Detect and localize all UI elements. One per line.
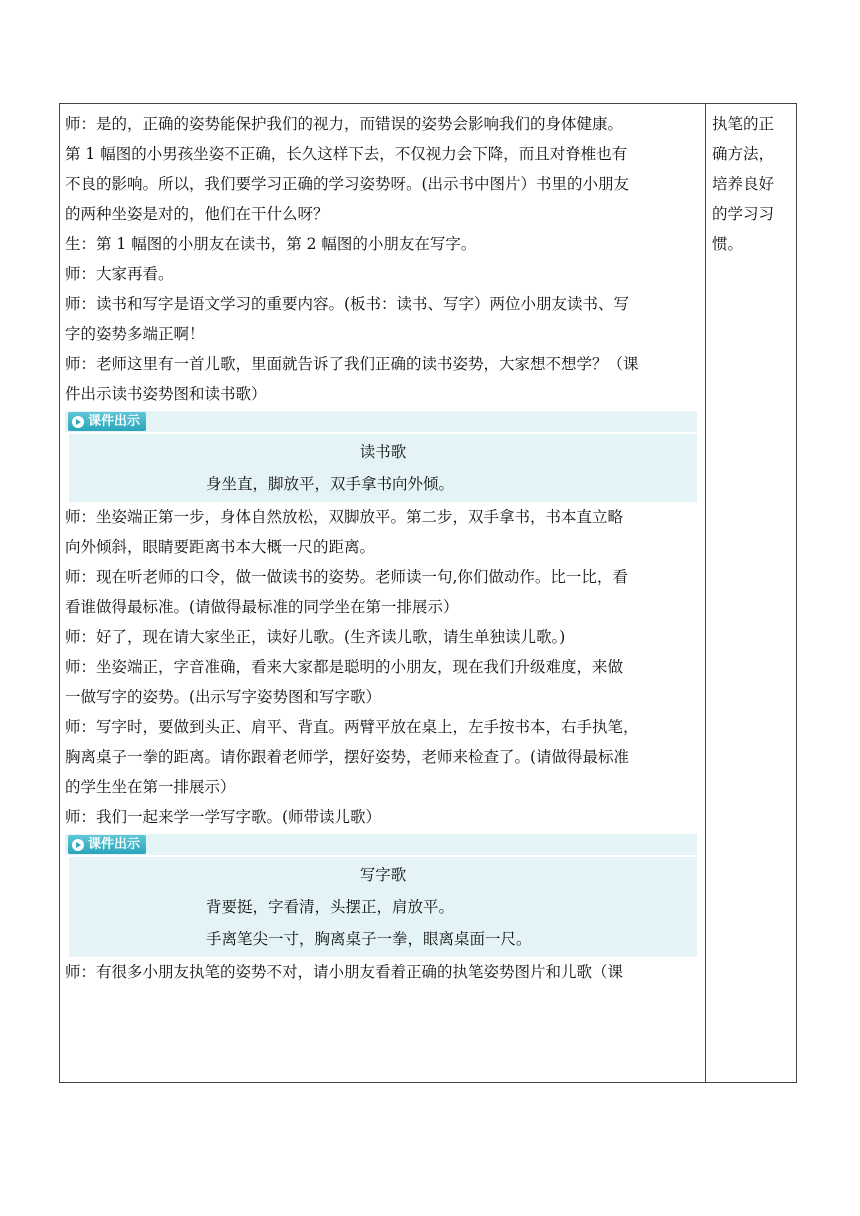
dialogue-block-1 [65,109,697,409]
text-line: 不良的影响。所以，我们要学习正确的学习姿势呀。(出示书中图片）书里的小朋友 [65,175,630,193]
text-line: 看谁做得最标准。(请做得最标准的同学坐在第一排展示） [65,598,459,616]
goal-column [712,109,790,259]
text-line: 师：坐姿端正第一步，身体自然放松，双脚放平。第二步，双手拿书，书本直立略 [65,508,624,526]
text-line: 胸离桌子一拳的距离。请你跟着老师学，摆好姿势，老师来检查了。(请做得最标准 [65,748,630,766]
text-line: 第 1 幅图的小男孩坐姿不正确，长久这样下去，不仅视力会下降，而且对脊椎也有 [65,145,628,163]
goal-line: 培养良好 [712,175,775,193]
text-line: 师：大家再看。 [65,265,174,283]
lesson-content-column [65,109,697,987]
courseware-tag-label: 课件出示 [88,414,141,429]
dialogue-block-3 [65,957,697,987]
text-line: 师：现在听老师的口令，做一做读书的姿势。老师读一句,你们做动作。比一比，看 [65,568,628,586]
goal-line: 执笔的正 [712,115,775,133]
play-icon [72,416,84,428]
courseware-tag [68,412,146,431]
text-line: 件出示读书姿势图和读书歌） [65,385,267,403]
text-line: 向外倾斜，眼睛要距离书本大概一尺的距离。 [65,538,376,556]
goal-line: 确方法， [712,145,775,163]
text-line: 字的姿势多端正啊！ [65,325,205,343]
text-line: 师：写字时，要做到头正、肩平、背直。两臂平放在桌上，左手按书本，右手执笔， [65,718,639,736]
writing-song-box [69,857,697,957]
song-line: 手离笔尖一寸，胸离桌子一拳，眼离桌面一尺。 [206,930,532,948]
goal-line: 惯。 [712,235,744,253]
text-line: 师：好了，现在请大家坐正，读好儿歌。(生齐读儿歌，请生单独读儿歌。) [65,628,566,646]
lesson-table [59,103,797,1083]
dialogue-block-2 [65,502,697,832]
song-title: 读书歌 [359,443,407,461]
text-line: 师：坐姿端正，字音准确，看来大家都是聪明的小朋友，现在我们升级难度，来做 [65,658,624,676]
text-line: 师：是的，正确的姿势能保护我们的视力，而错误的姿势会影响我们的身体健康。 [65,115,624,133]
reading-song-box [69,434,697,502]
courseware-tag [68,835,146,854]
column-divider [705,104,706,1082]
text-line: 的两种坐姿是对的，他们在干什么呀？ [65,205,329,223]
text-line: 一做写字的姿势。(出示写字姿势图和写字歌） [65,688,382,706]
text-line: 师：读书和写字是语文学习的重要内容。(板书：读书、写字）两位小朋友读书、写 [65,295,630,313]
text-line: 师：老师这里有一首儿歌，里面就告诉了我们正确的读书姿势，大家想不想学？（课 [65,355,639,373]
courseware-banner [65,411,697,432]
text-line: 师：我们一起来学一学写字歌。(师带读儿歌） [65,808,382,826]
song-title: 写字歌 [359,866,407,884]
text-line: 师：有很多小朋友执笔的姿势不对，请小朋友看着正确的执笔姿势图片和儿歌（课 [65,963,624,981]
song-line: 身坐直，脚放平，双手拿书向外倾。 [206,475,455,493]
courseware-banner [65,834,697,855]
play-icon [72,839,84,851]
goal-line: 的学习习 [712,205,775,223]
courseware-tag-label: 课件出示 [88,837,141,852]
text-line: 的学生坐在第一排展示） [65,778,236,796]
text-line: 生：第 1 幅图的小朋友在读书，第 2 幅图的小朋友在写字。 [65,235,477,253]
song-line: 背要挺，字看清，头摆正，肩放平。 [206,898,455,916]
